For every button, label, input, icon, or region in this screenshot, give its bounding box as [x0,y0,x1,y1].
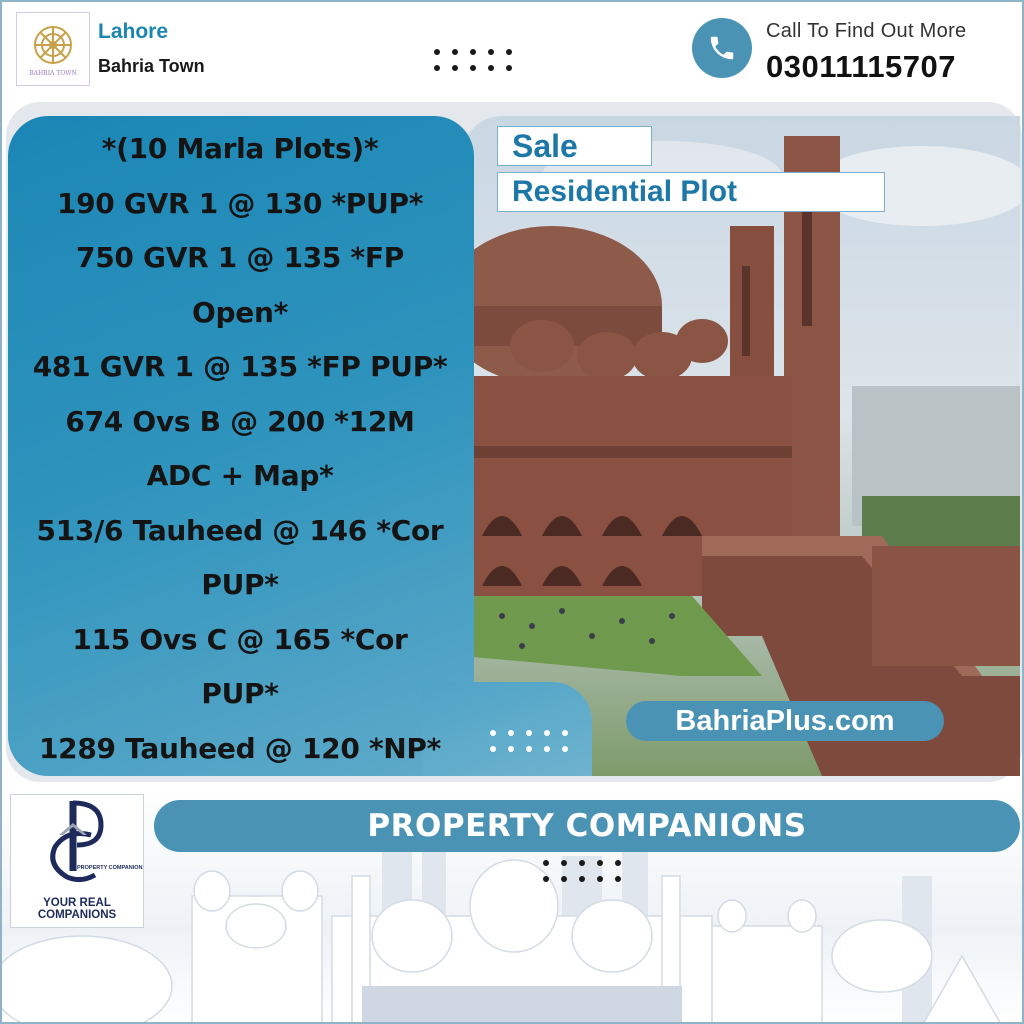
property-type-tag: Residential Plot [497,172,885,212]
call-label: Call To Find Out More [766,20,967,42]
listing-line: Open* [192,295,288,329]
website-link[interactable]: BahriaPlus.com [626,701,944,741]
bahria-logo-emblem-icon [23,19,83,79]
listing-line: 190 GVR 1 @ 130 *PUP* [56,186,424,220]
listing-line: 750 GVR 1 @ 135 *FP [76,241,404,274]
listing-line: PUP* [201,568,279,601]
decorative-dots-top [434,49,512,71]
listing-line: *(10 Marla Plots)* [101,132,379,165]
purpose-tag: Sale [497,126,652,166]
listing-line: PUP* [201,677,279,710]
logo-small-caption: PROPERTY COMPANIONS [77,865,143,871]
mosque-photo [462,116,1020,776]
decorative-dots-panel [490,730,568,752]
listing-line: 1289 Tauheed @ 120 *NP* [39,731,441,765]
property-companions-logo [10,794,144,928]
listing-line: 674 Ovs B @ 200 *12M [65,404,415,438]
phone-number[interactable]: 03011115707 [766,49,957,84]
property-companions-emblem-icon [11,795,143,899]
logo-caption: BAHRIA TOWN [29,70,77,77]
bahria-town-logo [16,12,90,86]
logo-tagline: YOUR REAL COMPANIONS [37,897,117,921]
call-button[interactable] [692,18,752,78]
phone-icon [707,33,737,63]
brand-banner: PROPERTY COMPANIONS [154,800,1020,852]
plot-listing [20,122,460,776]
listing-line: 513/6 Tauheed @ 146 *Cor [36,513,444,547]
area-name: Bahria Town [98,56,205,76]
decorative-dots-footer [543,860,621,882]
listing-line: 481 GVR 1 @ 135 *FP PUP* [32,350,448,383]
grand-mosque-illustration [462,116,1020,776]
city-name: Lahore [98,20,169,43]
listing-line: 115 Ovs C @ 165 *Cor [72,622,408,656]
listing-line: ADC + Map* [146,459,334,492]
